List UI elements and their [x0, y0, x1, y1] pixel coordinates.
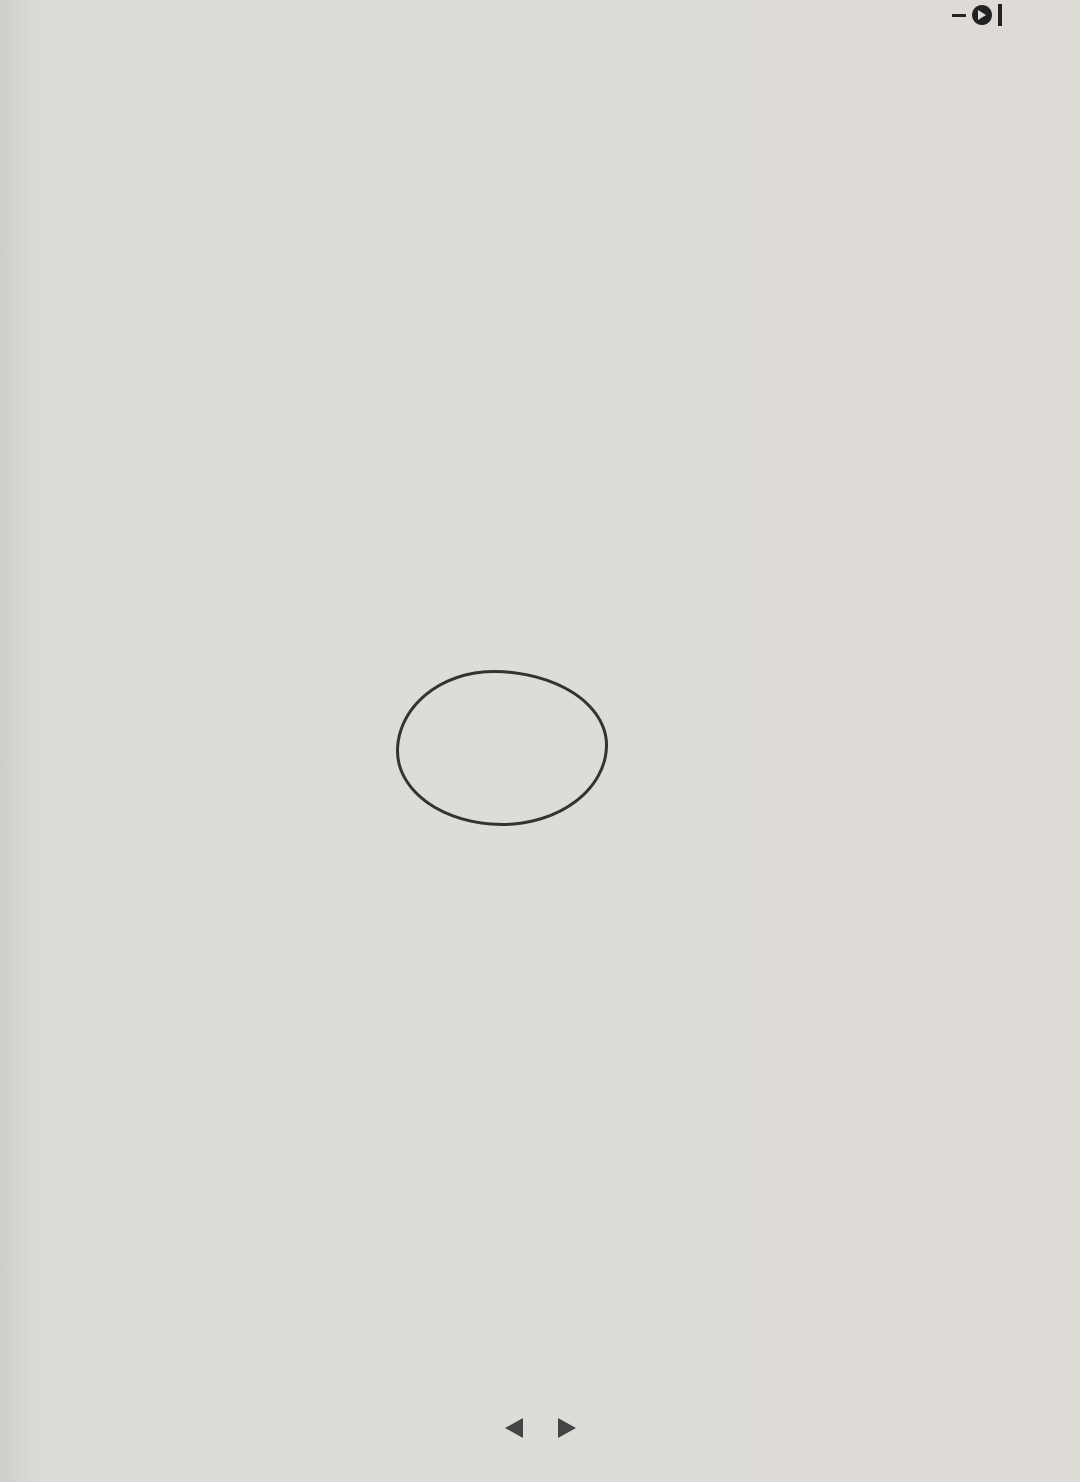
next-arrow-icon [558, 1418, 576, 1438]
header-bar-icon [998, 4, 1002, 26]
answer-content [84, 52, 999, 66]
page-header [946, 4, 1002, 26]
page-footer [0, 1415, 1080, 1441]
watermark-stamp [396, 670, 608, 826]
header-dash-icon [952, 14, 966, 17]
play-circle-icon [972, 5, 992, 25]
prev-arrow-icon [505, 1418, 523, 1438]
